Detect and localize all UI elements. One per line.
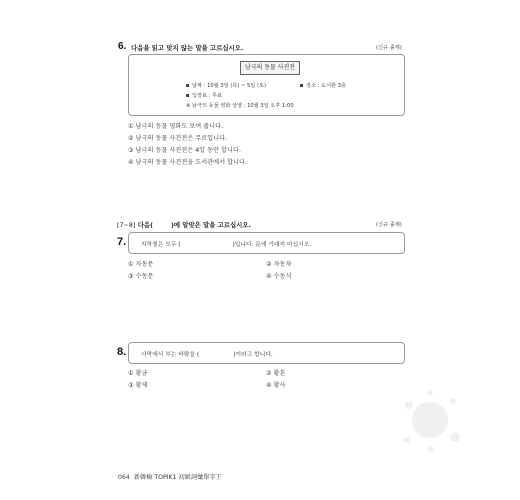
group-source: (신규 출제) [376,222,402,228]
poster-place [300,82,346,89]
group-instruction-post: )에 알맞은 말을 고르십시오. [171,221,251,229]
question-7-sentence [141,239,311,248]
question-8-option-1[interactable]: ① 황금 [128,370,148,377]
poster-date-text: 날짜 : 10월 3일 (목) ~ 5일 (토) [192,83,267,89]
question-7-option-2[interactable]: ② 자동차 [266,261,292,268]
question-7-option-1[interactable]: ① 자동문 [128,261,154,268]
question-6-option-4[interactable]: ④ 남극의 동물 사진전을 도서관에서 합니다. [128,159,247,166]
poster-place-text: 장소 : 도서관 3층 [306,83,347,89]
question-8-sentence [141,349,273,358]
question-7-number: 7. [117,236,127,248]
page-footer [118,472,222,481]
question-8-number: 8. [117,346,127,358]
question-7-sentence-box [128,232,405,254]
question-7-option-3[interactable]: ③ 수동문 [128,273,154,280]
poster-fee [186,92,222,99]
question-8-option-4[interactable]: ④ 황사 [266,382,286,389]
question-6-instruction: 다음을 읽고 맞지 않는 말을 고르십시오. [131,44,244,52]
question-6-number: 6. [118,41,127,52]
notice-poster [128,54,405,116]
group-instruction [117,220,251,229]
question-8-option-3[interactable]: ③ 황제 [128,382,148,389]
question-7-sentence-pre: 지하철은 모두 ( [141,242,181,248]
poster-date [186,82,266,89]
group-instruction-pre: 다음( [137,221,153,229]
question-6-source: (신규 출제) [376,45,402,51]
question-6-option-3[interactable]: ③ 남극의 동물 사진전은 4일 동안 합니다. [128,147,241,154]
decorative-splash-icon [395,385,465,455]
question-7-sentence-post: )입니다. 문에 기대지 마십시오. [232,242,312,248]
book-title: 新韓檢 TOPIK1 初級詞彙單字王 [133,474,222,481]
question-8-sentence-post: )이라고 합니다. [233,352,273,358]
poster-title: 남극의 동물 사진전 [240,61,300,75]
question-8-sentence-pre: 사막에서 부는 바람을 ( [141,352,200,358]
page-number: 064 [118,474,130,481]
question-7-option-4[interactable]: ④ 수동식 [266,273,292,280]
question-6-option-1[interactable]: ① 남극의 동물 영화도 보여 줍니다. [128,123,224,130]
poster-fee-text: 입장료 : 무료 [192,93,223,99]
question-6-option-2[interactable]: ② 남극의 동물 사진전은 무료입니다. [128,135,228,142]
question-8-sentence-box [128,342,405,364]
question-8-option-2[interactable]: ② 황혼 [266,370,286,377]
group-range: [7~8] [117,221,136,229]
poster-note: ※ 남극의 동물 영화 상영 : 10월 3일 오후 1:00 [186,103,294,109]
